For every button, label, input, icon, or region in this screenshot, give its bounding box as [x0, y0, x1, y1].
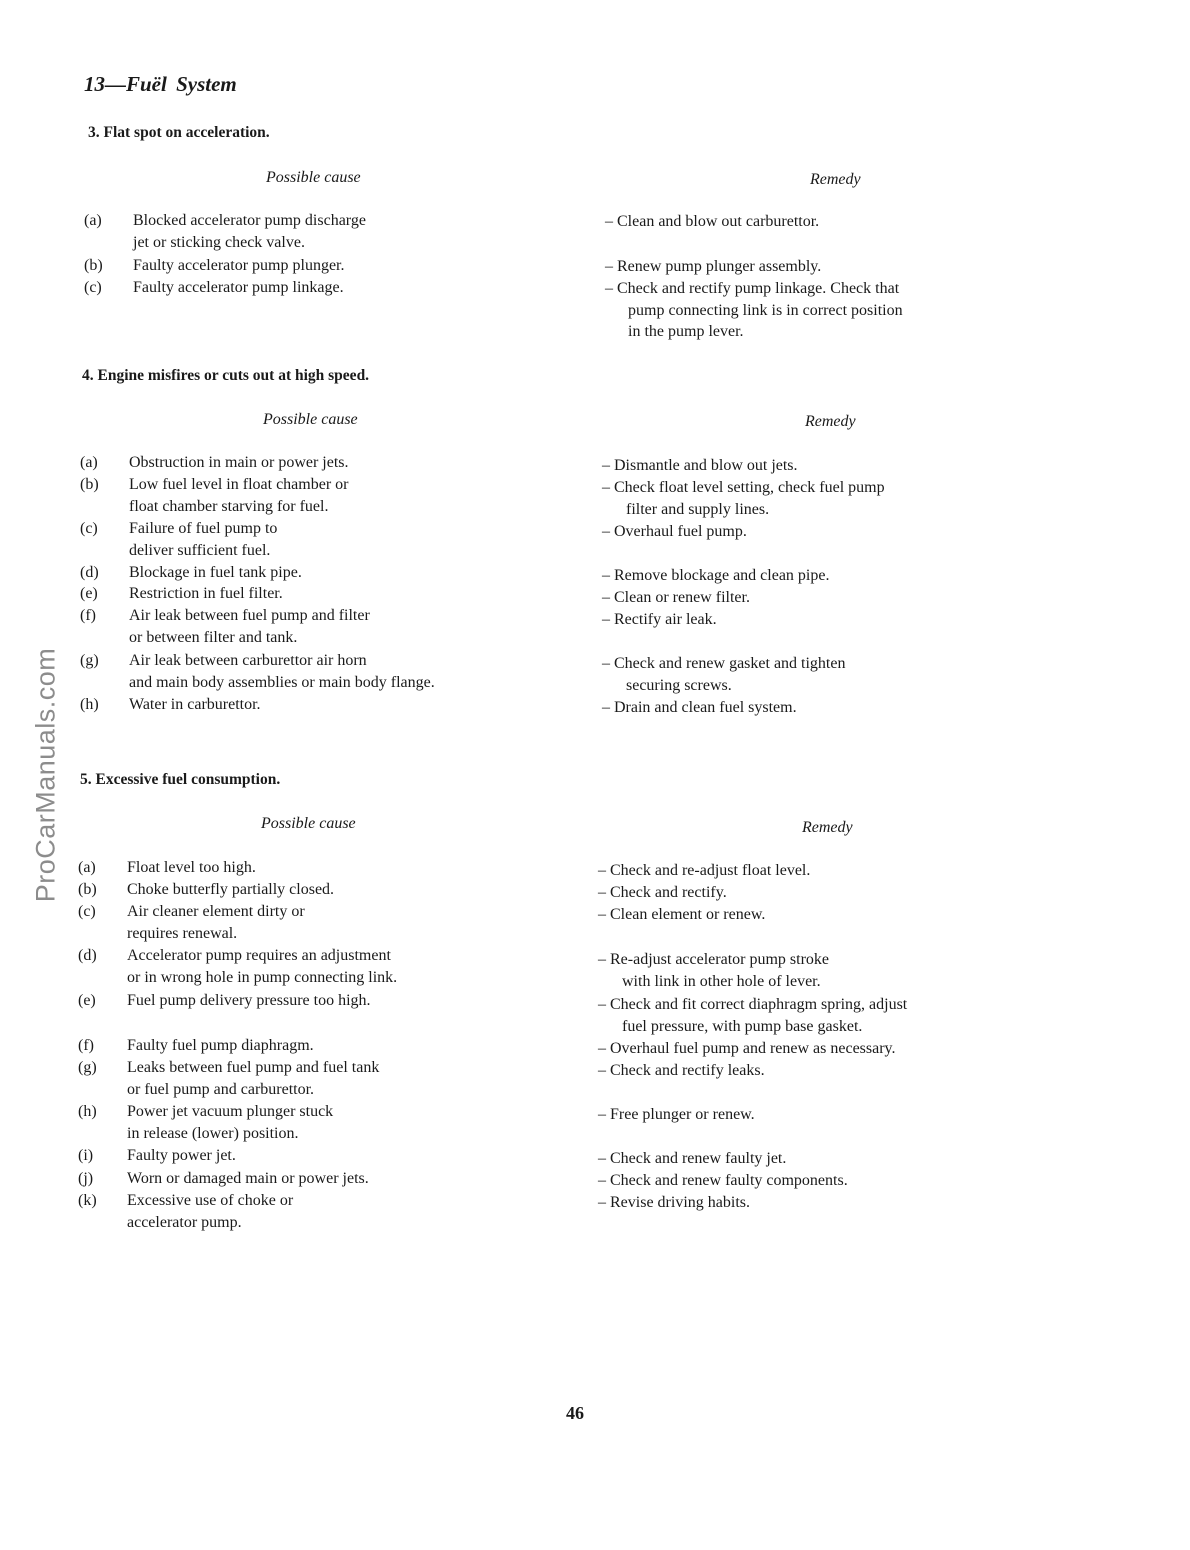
cause-text: Power jet vacuum plunger stuck: [127, 1103, 334, 1120]
cause-text: Worn or damaged main or power jets.: [127, 1170, 369, 1187]
remedy-text: – Free plunger or renew.: [598, 1106, 755, 1123]
remedy-text: – Overhaul fuel pump.: [602, 523, 747, 540]
cause-text: and main body assemblies or main body flange.: [129, 673, 435, 691]
cause-text: Low fuel level in float chamber or: [129, 476, 349, 493]
page-header: 13—Fuël System: [84, 72, 237, 96]
cause-label: (f): [78, 1037, 94, 1054]
remedy-text: fuel pressure, with pump base gasket.: [622, 1018, 863, 1035]
cause-label: (i): [78, 1147, 94, 1164]
cause-label: (c): [80, 520, 98, 537]
remedy-text: – Renew pump plunger assembly.: [605, 258, 822, 275]
cause-text: Air cleaner element dirty or: [127, 903, 305, 920]
remedy-text: – Check and renew faulty jet.: [598, 1150, 787, 1167]
section-title: 3. Flat spot on acceleration.: [88, 124, 270, 141]
cause-label: (b): [80, 476, 99, 493]
remedy-text: – Check and renew gasket and tighten: [602, 655, 846, 672]
cause-text: Air leak between carburettor air horn: [129, 652, 367, 669]
cause-text: Float level too high.: [127, 859, 256, 876]
cause-label: (b): [84, 257, 103, 274]
cause-label: (e): [80, 585, 98, 602]
cause-text: Choke butterfly partially closed.: [127, 881, 335, 898]
remedy-text: – Rectify air leak.: [602, 611, 717, 628]
remedy-text: – Check and rectify leaks.: [598, 1062, 765, 1079]
cause-text: or fuel pump and carburettor.: [127, 1081, 315, 1098]
possible-cause-heading: Possible cause: [263, 411, 358, 428]
cause-label: (d): [80, 564, 99, 581]
watermark: ProCarManuals.com: [30, 647, 61, 903]
cause-text: Faulty accelerator pump plunger.: [133, 257, 345, 274]
cause-text: jet or sticking check valve.: [133, 233, 305, 251]
remedy-text: – Check float level setting, check fuel pump: [602, 479, 885, 496]
cause-text: Faulty fuel pump diaphragm.: [127, 1037, 314, 1054]
cause-text: deliver sufficient fuel.: [129, 541, 271, 559]
cause-text: or between filter and tank.: [129, 628, 298, 646]
cause-label: (d): [78, 947, 97, 964]
cause-text: Restriction in fuel filter.: [129, 585, 283, 602]
remedy-text: – Clean and blow out carburettor.: [605, 213, 820, 230]
remedy-text: in the pump lever.: [628, 323, 744, 340]
cause-label: (a): [78, 859, 96, 876]
remedy-text: – Clean or renew filter.: [602, 589, 750, 606]
remedy-text: – Overhaul fuel pump and renew as necessary.: [598, 1040, 896, 1057]
remedy-text: – Revise driving habits.: [598, 1194, 750, 1211]
remedy-text: – Re-adjust accelerator pump stroke: [598, 951, 830, 968]
cause-text: Blockage in fuel tank pipe.: [129, 564, 302, 581]
cause-text: in release (lower) position.: [127, 1125, 299, 1142]
cause-text: Obstruction in main or power jets.: [129, 454, 349, 471]
remedy-text: – Clean element or renew.: [598, 906, 766, 923]
cause-label: (c): [78, 903, 96, 920]
cause-label: (h): [80, 696, 99, 713]
cause-label: (k): [78, 1192, 97, 1209]
cause-label: (j): [78, 1170, 94, 1187]
remedy-text: pump connecting link is in correct position: [628, 301, 903, 319]
cause-label: (g): [78, 1059, 97, 1076]
possible-cause-heading: Possible cause: [261, 815, 356, 832]
possible-cause-heading: Possible cause: [266, 169, 361, 186]
section-title: 5. Excessive fuel consumption.: [80, 771, 281, 788]
cause-label: (a): [80, 454, 98, 471]
cause-text: Blocked accelerator pump discharge: [133, 212, 366, 229]
cause-label: (g): [80, 652, 99, 669]
cause-label: (a): [84, 212, 102, 229]
remedy-text: securing screws.: [626, 676, 732, 694]
cause-text: Leaks between fuel pump and fuel tank: [127, 1059, 380, 1076]
cause-text: Faulty power jet.: [127, 1147, 236, 1164]
cause-text: Excessive use of choke or: [127, 1192, 294, 1209]
cause-text: Water in carburettor.: [129, 696, 261, 713]
remedy-text: – Remove blockage and clean pipe.: [602, 567, 830, 584]
cause-text: accelerator pump.: [127, 1214, 242, 1231]
remedy-text: filter and supply lines.: [626, 500, 770, 518]
remedy-text: with link in other hole of lever.: [622, 973, 821, 990]
remedy-text: – Check and rectify.: [598, 884, 727, 901]
cause-text: Failure of fuel pump to: [129, 520, 278, 537]
remedy-heading: Remedy: [802, 819, 853, 836]
remedy-text: – Drain and clean fuel system.: [602, 699, 797, 716]
cause-label: (b): [78, 881, 97, 898]
remedy-heading: Remedy: [810, 171, 861, 188]
section-title: 4. Engine misfires or cuts out at high speed.: [82, 367, 370, 384]
remedy-text: – Check and fit correct diaphragm spring, adjust: [598, 996, 908, 1013]
cause-text: requires renewal.: [127, 925, 238, 942]
cause-label: (c): [84, 279, 102, 296]
cause-text: Accelerator pump requires an adjustment: [127, 947, 391, 964]
cause-text: Fuel pump delivery pressure too high.: [127, 992, 371, 1009]
cause-text: Faulty accelerator pump linkage.: [133, 279, 344, 296]
remedy-text: – Check and re-adjust float level.: [598, 862, 811, 879]
cause-text: float chamber starving for fuel.: [129, 497, 329, 515]
cause-label: (f): [80, 607, 96, 624]
remedy-text: – Dismantle and blow out jets.: [602, 457, 798, 474]
cause-label: (h): [78, 1103, 97, 1120]
cause-label: (e): [78, 992, 96, 1009]
remedy-heading: Remedy: [805, 413, 856, 430]
remedy-text: – Check and rectify pump linkage. Check that: [605, 280, 900, 297]
cause-text: or in wrong hole in pump connecting link.: [127, 969, 398, 986]
cause-text: Air leak between fuel pump and filter: [129, 607, 370, 624]
remedy-text: – Check and renew faulty components.: [598, 1172, 848, 1189]
page-number: 46: [566, 1403, 584, 1423]
